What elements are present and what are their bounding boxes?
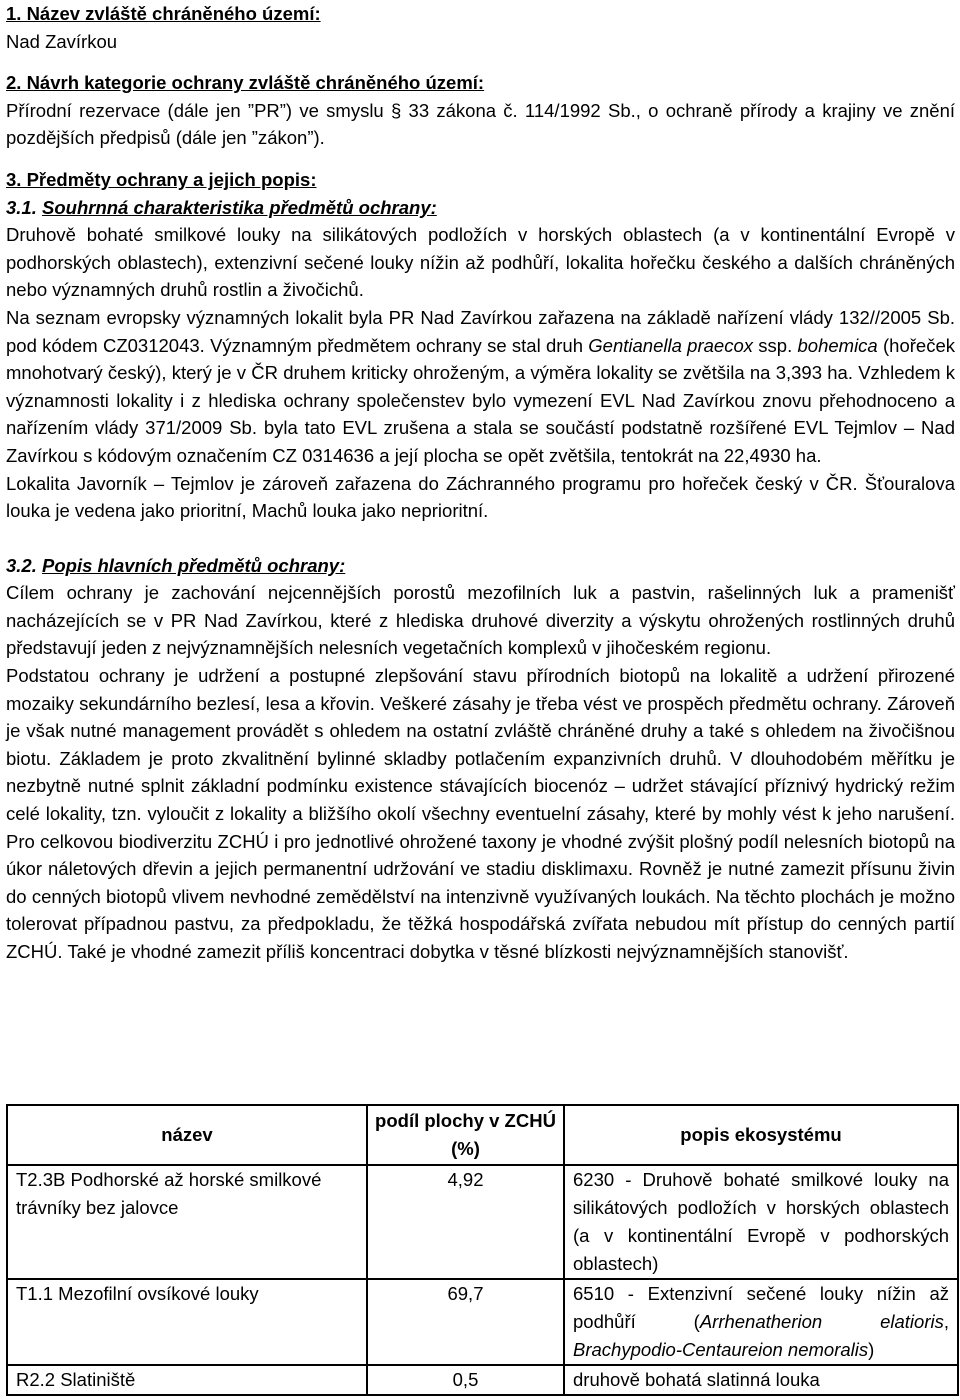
- subspecies-name: bohemica: [797, 334, 878, 356]
- subsection-3-2-number: 3.2.: [6, 554, 37, 576]
- table-row: [7, 1279, 958, 1365]
- section-2-heading: 2. Návrh kategorie ochrany zvláště chráněného území:: [6, 72, 485, 94]
- subsection-3-1-title: Souhrnná charakteristika předmětů ochrany:: [42, 196, 437, 218]
- row-share: 69,7: [367, 1279, 564, 1365]
- subsection-3-1-para-3: Lokalita Javorník – Tejmlov je zároveň zařazena do Záchranného programu pro hořeček český v ČR. Šťouralova louka je vedena jako prioritní, Machů louka jako neprioritní.: [6, 472, 955, 522]
- subsection-3-1-heading: [6, 194, 955, 222]
- section-3-heading: 3. Předměty ochrany a jejich popis:: [6, 168, 317, 190]
- subsection-3-1-para-2: Na seznam evropsky významných lokalit byla PR Nad Zavírkou zařazena na základě nařízení vlády 132//2005 Sb. pod kódem CZ0312043. Významným předmětem ochrany se stal druh Gentianella praecox ssp. bohemica (hořeček mnohotvarý český), který je v ČR druhem kriticky ohroženým, a výměra lokality se zvětšila na 3,393 ha. Vzhledem k významnosti lokality i z hlediska ochrany společenstev bylo vymezení EVL Nad Zavírkou znovu přehodnoceno a nařízením vlády 371/2009 Sb. byla tato EVL zrušena a stala se součástí podstatně rozšířené EVL Tejmlov – Nad Zavírkou s kódovým označením CZ 0314636 a její plocha se opět zvětšila, tentokrát na 22,4930 ha.: [6, 306, 955, 466]
- subsection-3-1-number: 3.1.: [6, 196, 37, 218]
- section-1-heading: 1. Název zvláště chráněného území:: [6, 3, 321, 24]
- subsection-3-2-heading: [6, 552, 955, 580]
- protected-area-name: Nad Zavírkou: [6, 30, 118, 52]
- row-share: 0,5: [367, 1365, 564, 1395]
- document-page: [6, 0, 955, 966]
- header-share: podíl plochy v ZCHÚ (%): [367, 1105, 564, 1165]
- table-row: [7, 1365, 958, 1395]
- subsection-3-2-para-2: Podstatou ochrany je udržení a postupné zlepšování stavu přírodních biotopů na lokalitě a udržení přirozené mozaiky sekundárního bezlesí, lesa a křovin. Veškeré zásahy je třeba vést ve prospěch předmětu ochrany. Zároveň je však nutné management provádět s ohledem na ostatní zvláště chráněné druhy a také s ohledem na živočišnou biotu. Základem je proto zkvalitnění bylinné skladby potlačením expanzivních druhů. V dlouhodobém měřítku je nezbytně nutné splnit základní podmínku existence stávajících biocenóz – udržet stávající příznivý hydrický režim celé lokality, tzn. vyloučit z lokality a bližšího okolí všechny eventuelní zásahy, které by mohly vést k jeho narušení. Pro celkovou biodiverzitu ZCHÚ i pro jednotlivé ohrožené taxony je vhodné zvýšit plošný podíl nelesních biotopů na úkor náletových dřevin a jejich permanentní udržování ve stadiu disklimaxu. Rovněž je nutné zamezit přísunu živin do cenných biotopů vlivem nevhodné zemědělství na intenzivně využívaných loukách. Na těchto plochách je možno tolerovat případnou pastvu, za předpokladu, že těžká hospodářská zvířata nebudou mít přístup do cenných partií ZCHÚ. Také je vhodné zamezit příliš koncentraci dobytka v těsné blízkosti nejvýznamnějších stanovišť.: [6, 665, 955, 962]
- section-2-text: Přírodní rezervace (dále jen ”PR”) ve smyslu § 33 zákona č. 114/1992 Sb., o ochraně přírody a krajiny ve znění pozdějších předpisů (dále jen ”zákon”).: [6, 99, 955, 149]
- table-header-row: [7, 1105, 958, 1165]
- subsection-3-1-para-1: Druhově bohaté smilkové louky na silikátových podložích v horských oblastech (a v kontinentální Evropě v podhorských oblastech), extenzivní sečené louky nížin až podhůří, lokalita hořečku českého a dalších chráněných nebo významných druhů rostlin a živočichů.: [6, 224, 955, 301]
- subsection-3-2-para-1: Cílem ochrany je zachování nejcennějších porostů mezofilních luk a pastvin, rašelinných luk a pramenišť nacházejících se v PR Nad Zavírkou, které z hlediska druhové diverzity a výskytu ohrožených rostlinných druhů představují jeden z nejvýznamnějších nelesních vegetačních komplexů v jihočeském regionu.: [6, 582, 955, 659]
- alliance-name: Brachypodio-Centaureion nemoralis: [573, 1339, 869, 1360]
- row-description: 6510 - Extenzivní sečené louky nížin až podhůří (Arrhenatherion elatioris, Brachypodio-Centaureion nemoralis): [564, 1279, 958, 1365]
- row-description: druhově bohatá slatinná louka: [564, 1365, 958, 1395]
- row-description: 6230 - Druhově bohaté smilkové louky na silikátových podložích v horských oblastech (a v kontinentální Evropě v podhorských oblastech): [564, 1165, 958, 1279]
- row-name: R2.2 Slatiniště: [7, 1365, 367, 1395]
- table-row: [7, 1165, 958, 1279]
- alliance-name: Arrhenatherion elatioris: [699, 1311, 944, 1332]
- header-description: popis ekosystému: [564, 1105, 958, 1165]
- row-name: T1.1 Mezofilní ovsíkové louky: [7, 1279, 367, 1365]
- row-share: 4,92: [367, 1165, 564, 1279]
- header-name: název: [7, 1105, 367, 1165]
- subsection-3-2-title: Popis hlavních předmětů ochrany:: [42, 554, 346, 576]
- species-name: Gentianella praecox: [588, 334, 753, 356]
- ecosystem-table: [6, 1104, 959, 1396]
- row-name: T2.3B Podhorské až horské smilkové trávníky bez jalovce: [7, 1165, 367, 1279]
